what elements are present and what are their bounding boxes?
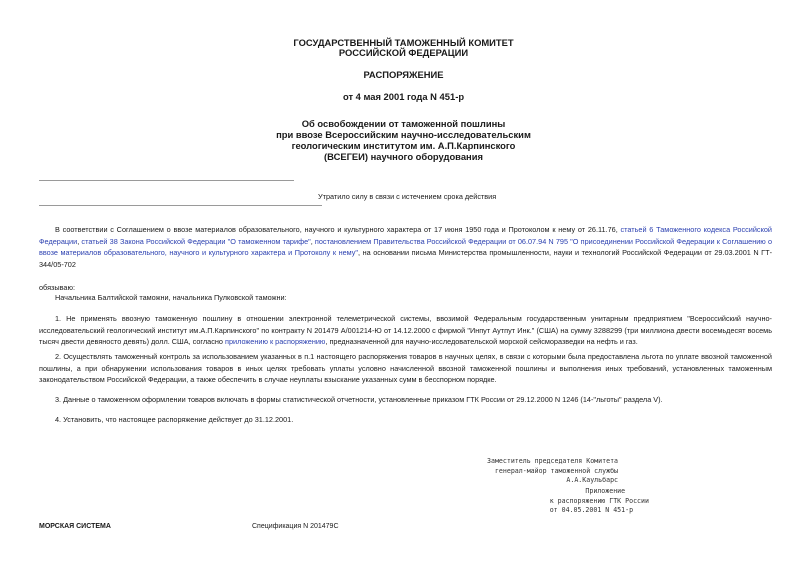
obliges-line: обязываю: <box>39 283 75 292</box>
appendix-specification: Спецификация N 201479С <box>252 523 339 530</box>
status-note: Утратило силу в связи с истечением срока действия <box>318 192 497 201</box>
issuing-authority-line1: ГОСУДАРСТВЕННЫЙ ТАМОЖЕННЫЙ КОМИТЕТ <box>293 37 514 48</box>
document-date-number: от 4 мая 2001 года N 451-р <box>342 91 465 102</box>
document-title-line1: Об освобождении от таможенной пошлины <box>301 118 506 129</box>
order-item-1 <box>39 313 772 348</box>
item-line: исследовательский геологический институт им.А.П.Карпинского" по контракту N 201479 А/001214-Ю от 14.12.2000 с фирмой "Инпут Аутпут Инк." (США) на сумму 3288299 (три миллиона двести восемьдесят восемь <box>39 325 772 335</box>
signature-rank: генерал-майор таможенной службы <box>487 466 619 475</box>
link-customs-tariff-law[interactable]: статьей 38 Закона Российской Федерации "О таможенном тарифе" <box>81 236 311 246</box>
signature-name: А.А.Каульбарс <box>487 476 619 484</box>
preamble-paragraph <box>39 224 772 270</box>
link-government-resolution-795[interactable]: постановлением Правительства Российской Федерации от 06.07.94 N 795 "О присоединении Российской Федерации к Соглашению о <box>314 236 773 246</box>
link-appendix[interactable]: приложению к распоряжению <box>225 337 326 346</box>
item-line: 1. Не применять ввозную таможенную пошлину в отношении электронной телеметрической системы, ввозимой Федеральным государственным унитарным предприятием "Всероссийский научно- <box>55 314 772 323</box>
preamble-line <box>39 224 772 236</box>
order-item-2 <box>39 351 772 386</box>
document-title-line4: (ВСЕГЕИ) научного оборудования <box>324 151 483 162</box>
appendix-label: Приложение <box>510 487 626 495</box>
document-type: РАСПОРЯЖЕНИЕ <box>363 69 444 80</box>
preamble-line: 344/05-702 <box>39 259 76 269</box>
appendix-date-number: от 04.05.2001 N 451-р <box>510 506 634 514</box>
divider-bottom <box>39 205 322 206</box>
addressees-line: Начальника Балтийской таможни, начальника Пулковской таможни: <box>55 293 287 302</box>
item-line: законодательством Российской Федерации, а также обеспечить в случае неуплаты взыскание указанных сумм в бесспорном порядке. <box>39 375 497 384</box>
link-government-resolution-795-cont[interactable]: ввозе материалов образовательного, научного и культурного характера и Протоколу к нему" <box>39 248 359 257</box>
document-title-line3: геологическим институтом им. А.П.Карпинского <box>291 140 516 151</box>
signature-title: Заместитель председателя Комитета <box>487 457 619 465</box>
preamble-line: Федерации, статьей 38 Закона Российской Федерации "О таможенном тарифе", постановлением Правительства Российской Федерации от 06.07.94 N 795 "О присоединении Российской Федерации к Соглашению о <box>39 236 773 246</box>
appendix-to-order: к распоряжению ГТК России <box>510 496 649 505</box>
order-item-3: 3. Данные о таможенном оформлении товаров включать в формы статистической отчетности, установленные приказом ГТК России от 29.12.2000 N 1246 (14-"льготы" раздела V). <box>55 395 663 404</box>
issuing-authority-line2: РОССИЙСКОЙ ФЕДЕРАЦИИ <box>338 47 469 58</box>
link-customs-code-article-6-cont[interactable]: Федерации <box>39 236 78 246</box>
item-line: 2. Осуществлять таможенный контроль за использованием указанных в п.1 настоящего распоряжения товаров в научных целях, в связи с которыми была предоставлена льгота по уплате ввозной таможенной <box>55 352 772 361</box>
order-item-4: 4. Установить, что настоящее распоряжение действует до 31.12.2001. <box>55 415 294 424</box>
item-line: пошлины, а при обнаружении использования товаров в иных целях требовать уплаты условно начисленной ввозной таможенной пошлины и выполнения иных требований, установленных таможенным <box>39 363 772 373</box>
preamble-line: ввозе материалов образовательного, научного и культурного характера и Протоколу к нему", на основании письма Министерства промышленности, науки и технологий Российской Федерации от 29.03.2001 N ГТ- <box>39 248 772 257</box>
link-customs-code-article-6[interactable]: статьей 6 Таможенного кодекса Российской <box>620 225 772 234</box>
signature-block <box>487 457 618 486</box>
divider-top <box>39 180 294 181</box>
appendix-system-name: МОРСКАЯ СИСТЕМА <box>39 523 111 530</box>
item-line: тысяч двести девяносто девять) долл. США, согласно приложению к распоряжению, предназначенной для научно-исследовательской морской сейсморазведки на нефть и газ. <box>39 337 638 346</box>
appendix-reference <box>510 487 649 516</box>
document-title-line2: при ввозе Всероссийским научно-исследовательским <box>276 129 531 140</box>
preamble-text: В соответствии с Соглашением о ввозе материалов образовательного, научного и культурного характера от 17 июня 1950 года и Протоколом к нему от 26.11.76, <box>55 225 618 234</box>
